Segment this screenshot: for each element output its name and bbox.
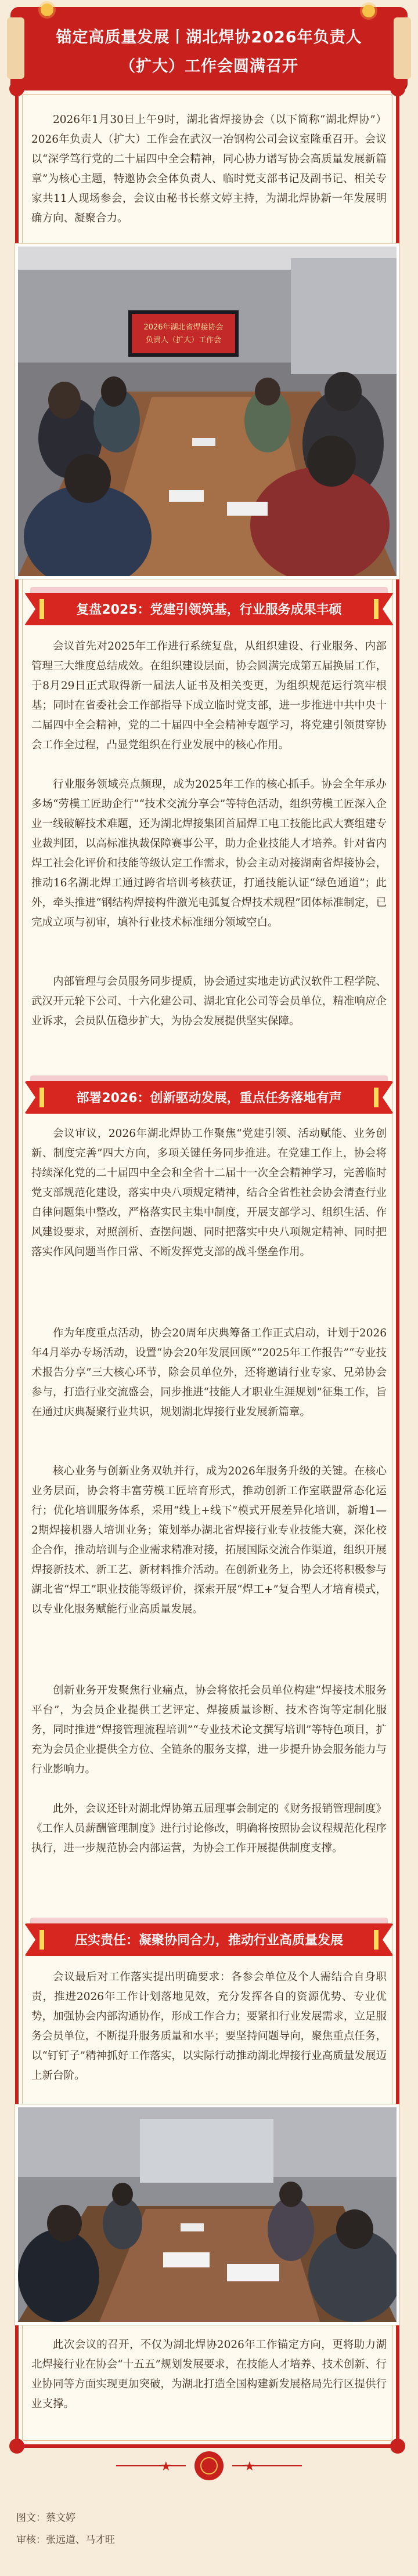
credit-review: 审核：张远道、马才旺 <box>16 2534 115 2546</box>
section3-paragraph: 会议最后对工作落实提出明确要求：各参会单位及个人需结合自身职责，推进2026年工作计划落地见效，充分发挥各自的资源优势、专业优势，加强协会内部沟通协作，形成工作合力；要紧扣行业发展需求，立足服务会员单位，不断提升服务质量和水平；要坚持问题导向，聚焦重点任务，以“钉钉子”精神抓好工作落实，以实际行动推动湖北焊接行业高质量发展迈上新台阶。 <box>31 1971 387 2082</box>
corner-ornament-icon <box>9 2439 24 2454</box>
section-heading-shadow <box>30 1918 388 1923</box>
footer-divider <box>232 2465 302 2466</box>
section-heading-shadow <box>30 1075 388 1081</box>
corner-ornament-icon <box>390 2439 405 2454</box>
star-icon: ★ <box>160 2459 172 2474</box>
banner-left-ribbon <box>7 17 24 79</box>
section-heading-label: 复盘2025：党建引领筑基，行业服务成果丰硕 <box>76 603 342 617</box>
section-heading-label: 压实责任：凝聚协同合力，推动行业高质量发展 <box>74 1933 343 1948</box>
section-heading-plan-2026 <box>24 1081 394 1114</box>
page-title-line1: 锚定高质量发展丨湖北焊协2026年负责人 <box>56 28 362 46</box>
screen-text-line1: 2026年湖北省焊接协会 <box>143 323 224 332</box>
emblem-icon <box>194 2451 224 2480</box>
banner-right-ribbon <box>394 17 411 79</box>
page-title-line2: （扩大）工作会圆满召开 <box>120 57 298 75</box>
screen-text-line2: 负责人（扩大）工作会 <box>145 336 222 345</box>
section-heading-shadow <box>30 587 388 593</box>
section1-paragraph: 内部管理与会员服务同步提质，协会通过实地走访武汉软件工程学院、武汉开元轮下公司、十六化建公司、湖北宜化公司等会员单位，精准响应企业诉求，会员队伍稳步扩大，为协会发展提供坚实保障。 <box>31 976 387 1027</box>
meeting-photo-1 <box>15 244 399 579</box>
meeting-photo-2-image <box>18 2107 397 2322</box>
section1-paragraph: 会议首先对2025年工作进行系统复盘，从组织建设、行业服务、内部管理三大维度总结成效。在组织建设层面，协会圆满完成第五届换届工作，于8月29日正式取得新一届法人证书及相关变更，为组织规范运行筑牢根基；同时在省委社会工作部指导下成立临时党支部，进一步推进中共中央十二届四中全会精神，党的二十届四中全会精神专题学习，将党建引领贯穿协会工作全过程，凸显党组织在行业发展中的核心作用。 <box>31 640 387 751</box>
section-heading-responsibility <box>24 1923 394 1956</box>
meeting-photo-2 <box>15 2104 399 2325</box>
section1-paragraph: 行业服务领域亮点频现，成为2025年工作的核心抓手。协会全年承办多场“劳模工匠助企行”“技术交流分享会”等特色活动，组织劳模工匠深入企业一线破解技术难题，还为湖北焊接集团首届焊工电工技能比武大赛组建专业裁判团，以高标准执裁保障赛事公平，助力企业技能人才培养。针对省内焊工社会化评价和技能等级认定工作需求，协会主动对接湖南省焊接协会，推动16名湖北焊工通过跨省培训考核获证，打通技能认证“绿色通道”；此外，牵头推进“钢结构焊接构件激光电弧复合焊技术规程”团体标准制定，已完成立项与初审，填补行业技术标准细分领域空白。 <box>31 778 387 929</box>
firework-icon <box>41 3 53 16</box>
section2-paragraph: 此外，会议还针对湖北焊协第五届理事会制定的《财务报销管理制度》《工作人员薪酬管理制度》进行讨论修改，明确将按照协会议程规范化程序执行，进一步规范协会内部运营，为协会工作开展提供制度支撑。 <box>31 1803 387 1854</box>
corner-ornament-icon <box>390 81 405 96</box>
section2-paragraph: 会议审议，2026年湖北焊协工作聚焦“党建引领、活动赋能、业务创新、制度完善”四大方向，多项关键任务同步推进。在党建工作上，协会将持续深化党的二十届四中全会和全省十二届十一次全会精神学习，完善临时党支部规范化建设，落实中央八项规定精神，结合全省性社会协会清查行业自律问题集中整改，严格落实民主集中制度，开展支部学习、组织生活、作风建设要求，对照剖析、查摆问题、同时把落实中央八项规定精神、同时把落实作风问题当作日常、不断发挥党支部的战斗堡垒作用。 <box>31 1128 387 1258</box>
section-heading-review-2025 <box>24 593 394 625</box>
section2-paragraph: 作为年度重点活动，协会20周年庆典筹备工作正式启动，计划于2026年4月举办专场活动，设置“协会20年发展回顾”“2025年工作报告”“专业技术报告分享”三大核心环节，除会员单位外，还将邀请行业专家、兄弟协会参与，打造行业交流盛会，同步推进“技能人才职业生涯规划”征集工作，旨在通过庆典凝聚行业共识，规划湖北焊接行业发展新篇章。 <box>31 1327 387 1418</box>
title-banner <box>10 7 408 89</box>
star-icon: ★ <box>244 2459 255 2474</box>
firework-icon <box>362 5 375 17</box>
footer-divider <box>116 2465 186 2466</box>
intro-paragraph: 2026年1月30日上午9时，湖北省焊接协会（以下简称“湖北焊协”）2026年负责人（扩大）工作会在武汉一冶钢构公司会议室隆重召开。会议以“深学笃行党的二十届四中全会精神，同心协力谱写协会高质量发展新篇章”为核心主题，特邀协会全体负责人、临时党支部书记及副书记、相关专家共11人现场参会，会议由秘书长蔡文婷主持，为湖北焊协新一年发展明确方向、凝聚合力。 <box>31 114 387 224</box>
section2-paragraph: 核心业务与创新业务双轨并行，成为2026年服务升级的关键。在核心业务层面，协会将丰富劳模工匠培育形式，推动创新工作室联盟常态化运行；优化培训服务体系，采用“线上+线下”模式开展差异化培训，新增1—2期焊接机器人培训业务；策划举办湖北省焊接行业专业技能大赛，深化校企合作，推动培训与企业需求精准对接，拓展国际交流合作渠道，组织开展焊接新技术、新工艺、新材料推介活动。在创新业务上，协会还将积极参与湖北省“焊工”职业技能等级评价，探索开展“焊工+”复合型人才培育模式，以专业化服务赋能行业高质量发展。 <box>31 1465 387 1615</box>
credit-photo-text: 图文：蔡文婷 <box>16 2512 75 2524</box>
section2-paragraph: 创新业务开发聚焦行业痛点，协会将依托会员单位构建“焊接技术服务平台”，为会员企业提供工艺评定、焊接质量诊断、技术咨询等定制化服务，同时推进“焊接管理流程培训”“专业技术论文撰写培训”等特色项目，扩充为会员企业提供全方位、全链条的服务支撑，进一步提升协会服务能力与行业影响力。 <box>31 1684 387 1776</box>
corner-ornament-icon <box>9 81 24 96</box>
closing-paragraph: 此次会议的召开，不仅为湖北焊协2026年工作锚定方向，更将助力湖北焊接行业在协会“十五五”规划发展要求，在技能人才培养、技术创新、行业协同等方面实现更加突破，为湖北打造全国构建新发展格局先行区提供行业支撑。 <box>31 2339 387 2410</box>
section-heading-label: 部署2026：创新驱动发展，重点任务落地有声 <box>76 1091 342 1106</box>
meeting-photo-1-image <box>18 247 397 576</box>
